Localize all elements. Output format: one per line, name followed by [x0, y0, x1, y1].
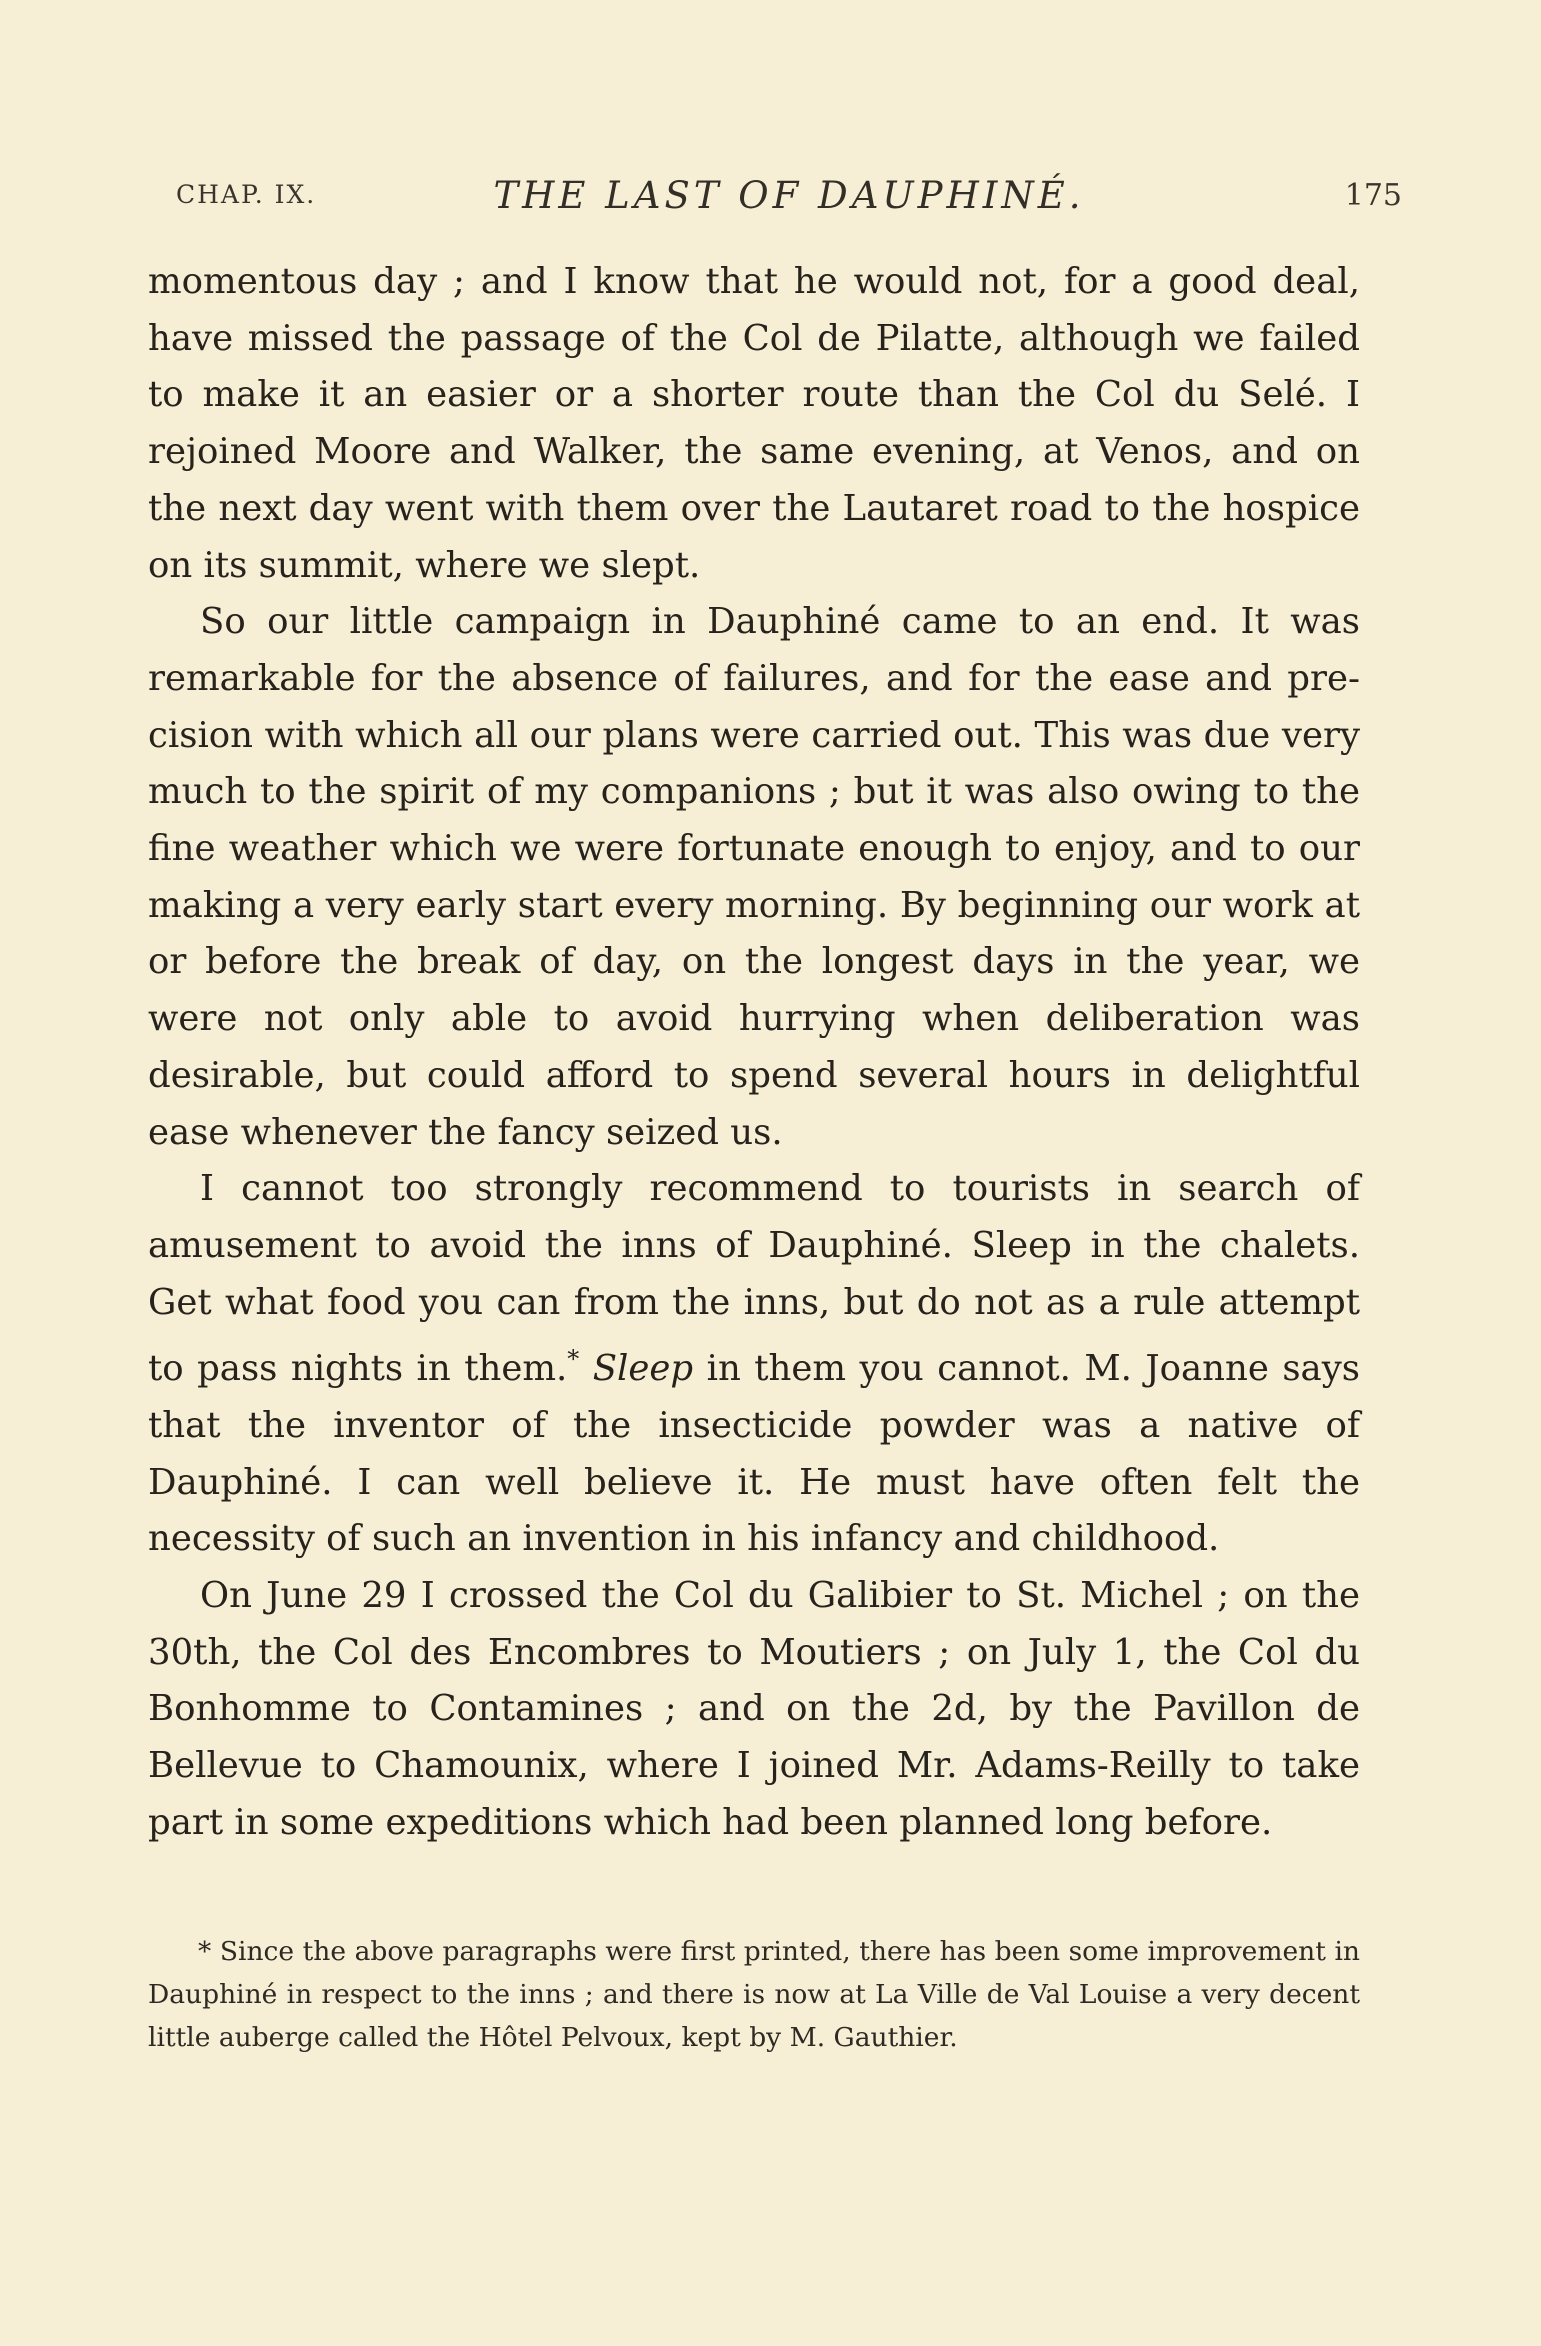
running-title: THE LAST OF DAUPHINÉ.	[493, 174, 1085, 217]
footnote-marker: *	[198, 1936, 212, 1967]
paragraph-3-text-b: in them you cannot. M. Joanne says that the inventor of the insecticide powder was a native of Dauphiné. I can well believe it. He must have often felt the necessity of such an invention in his infancy and childhood.	[148, 1348, 1360, 1560]
paragraph-3-italic: Sleep	[592, 1348, 694, 1390]
running-header	[176, 174, 1402, 224]
body-text	[148, 254, 1360, 1852]
paragraph-2: So our little campaign in Dauphiné came to an end. It was remarkable for the absence of failures, and for the ease and pre-cision with which all our plans were carried out. This was due very much to the spirit of my companions ; but it was also owing to the fine weather which we were fortunate enough to enjoy, and to our making a very early start every morning. By beginning our work at or before the break of day, on the longest days in the year, we were not only able to avoid hurrying when deliberation was desirable, but could afford to spend several hours in delightful ease whenever the fancy seized us.	[148, 601, 1360, 1153]
page-number: 175	[1344, 178, 1402, 213]
footnote	[148, 1930, 1360, 2059]
chapter-label: CHAP. IX.	[176, 180, 317, 209]
footnote-text: Since the above paragraphs were first printed, there has been some improvement in Dauphiné in respect to the inns ; and there is now at La Ville de Val Louise a very decent little auberge called the Hôtel Pelvoux, kept by M. Gauthier.	[148, 1936, 1360, 2053]
paragraph-3-text-a: I cannot too strongly recommend to tourists in search of amusement to avoid the inns of Dauphiné. Sleep in the chalets. Get what food you can from the inns, but do not as a rule attempt to pass nights in them.	[148, 1168, 1360, 1390]
paragraph-1: momentous day ; and I know that he would not, for a good deal, have missed the passage of the Col de Pilatte, although we failed to make it an easier or a shorter route than the Col du Selé. I rejoined Moore and Walker, the same evening, at Venos, and on the next day went with them over the Lautaret road to the hospice on its summit, where we slept.	[148, 261, 1360, 586]
footnote-reference: *	[567, 1345, 580, 1374]
paragraph-3-space	[579, 1348, 592, 1389]
paragraph-4: On June 29 I crossed the Col du Galibier to St. Michel ; on the 30th, the Col des Encombres to Moutiers ; on July 1, the Col du Bonhomme to Contamines ; and on the 2d, by the Pavillon de Bellevue to Chamounix, where I joined Mr. Adams-Reilly to take part in some expeditions which had been planned long before.	[148, 1575, 1360, 1843]
paragraph-3	[148, 1161, 1360, 1568]
